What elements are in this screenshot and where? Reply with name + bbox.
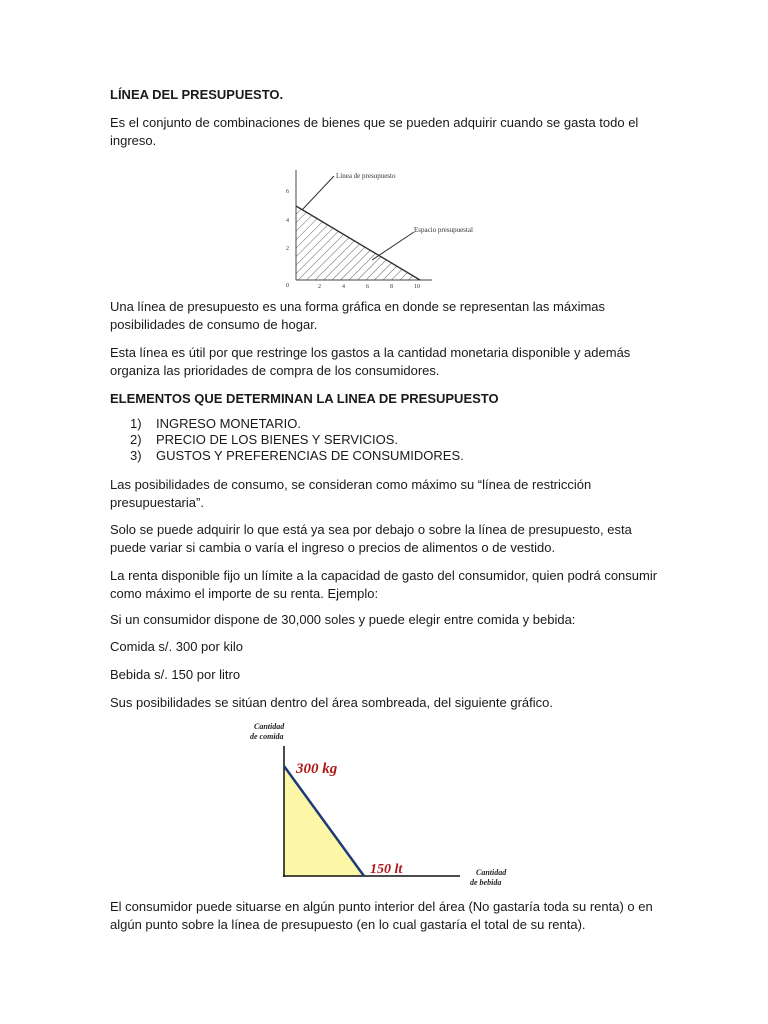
paragraph-drink-price: Bebida s/. 150 por litro xyxy=(110,667,241,682)
x-tick: 4 xyxy=(342,284,345,290)
food-drink-budget-chart xyxy=(240,716,530,892)
budget-line-figure xyxy=(282,160,473,290)
label-budget-line: Línea de presupuesto xyxy=(336,172,396,180)
y-axis-label: de comida xyxy=(250,732,284,741)
paragraph-possibilities: Las posibilidades de consumo, se consideran como máximo su “línea de restricción presupuestaria”. xyxy=(110,477,592,510)
paragraph-example: Si un consumidor dispone de 30,000 soles y puede elegir entre comida y bebida: xyxy=(110,612,576,627)
list-item: 3) GUSTOS Y PREFERENCIAS DE CONSUMIDORES. xyxy=(130,448,464,463)
pointer-line-label xyxy=(302,176,334,210)
paragraph-acquire: Solo se puede adquirir lo que está ya sea por debajo o sobre la línea de presupuesto, esta puede variar si cambia o varía el ingreso o precios de alimentos o de vestido. xyxy=(110,522,632,555)
y-tick: 6 xyxy=(286,189,289,195)
x-tick: 10 xyxy=(414,284,420,290)
y-axis-label: Cantidad xyxy=(254,722,285,731)
intro-paragraph: Es el conjunto de combinaciones de bienes que se pueden adquirir cuando se gasta todo el ingreso. xyxy=(110,115,639,148)
paragraph-income: La renta disponible fijo un límite a la capacidad de gasto del consumidor, quien podrá consumir como máximo el importe de su renta. Ejemplo: xyxy=(110,568,658,601)
x-tick: 6 xyxy=(366,284,369,290)
label-budget-area: Espacio presupuestal xyxy=(414,226,473,234)
list-item: 2) PRECIO DE LOS BIENES Y SERVICIOS. xyxy=(130,432,399,447)
y-tick: 4 xyxy=(286,218,289,224)
y-intercept-label: 300 kg xyxy=(296,761,338,777)
x-axis-label: de bebida xyxy=(470,878,502,887)
y-tick: 2 xyxy=(286,246,289,252)
section-heading: ELEMENTOS QUE DETERMINAN LA LINEA DE PRESUPUESTO xyxy=(110,391,499,406)
paragraph-food-price: Comida s/. 300 por kilo xyxy=(110,639,243,654)
list-item: 1) INGRESO MONETARIO. xyxy=(130,416,301,431)
pointer-area-label xyxy=(372,232,414,260)
y-tick: 0 xyxy=(286,283,289,289)
elements-list xyxy=(110,416,464,464)
paragraph-shaded-area: Sus posibilidades se sitúan dentro del área sombreada, del siguiente gráfico. xyxy=(110,695,553,710)
x-axis-label: Cantidad xyxy=(476,868,507,877)
x-tick: 2 xyxy=(318,284,321,290)
page-title: LÍNEA DEL PRESUPUESTO. xyxy=(110,87,284,102)
paragraph-conclusion: El consumidor puede situarse en algún punto interior del área (No gastaría toda su renta) o en algún punto sobre la línea de presupuesto (en lo cual gastaría el total de su renta). xyxy=(110,899,653,932)
x-tick: 8 xyxy=(390,284,393,290)
x-intercept-label: 150 lt xyxy=(370,862,403,877)
paragraph-utility: Esta línea es útil por que restringe los gastos a la cantidad monetaria disponible y además organiza las prioridades de compra de los consumidores. xyxy=(110,345,631,378)
paragraph-definition: Una línea de presupuesto es una forma gráfica en donde se representan las máximas posibilidades de consumo de hogar. xyxy=(110,299,606,332)
